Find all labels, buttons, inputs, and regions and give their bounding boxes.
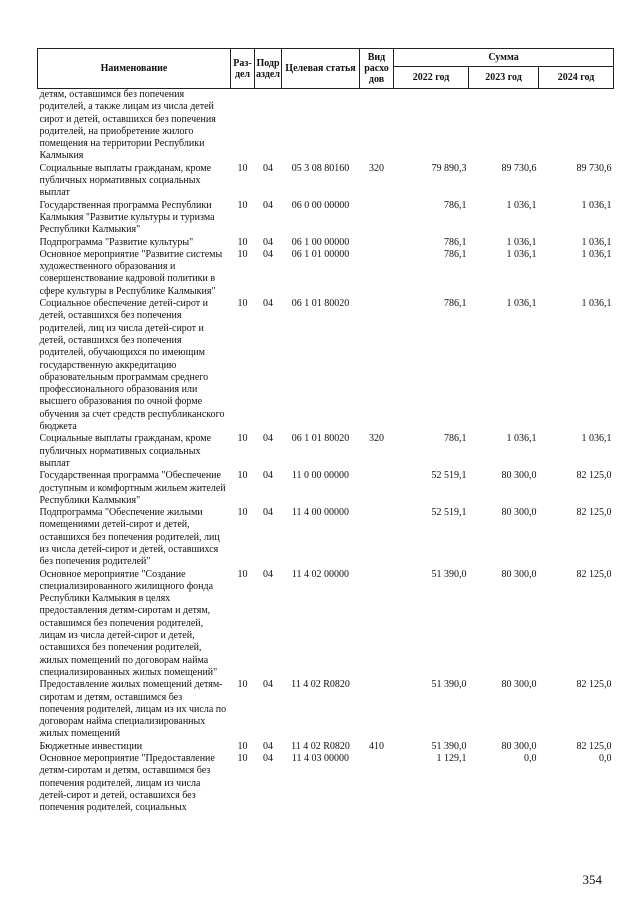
- cell-razdel: 10: [237, 507, 248, 519]
- cell-podrazdel: 04: [263, 433, 273, 445]
- cell-2024: [539, 89, 614, 163]
- cell-vid: [360, 249, 394, 298]
- table-row: [38, 433, 614, 470]
- cell-name: Социальные выплаты гражданам, кроме публичных нормативных социальных выплат: [39, 433, 212, 469]
- cell-vid: [360, 470, 394, 507]
- cell-2022: [394, 89, 469, 163]
- cell-2023: 1 036,1: [506, 248, 537, 260]
- cell-2022: 786,1: [444, 199, 467, 211]
- cell-2024: 1 036,1: [581, 248, 612, 260]
- cell-2024: 82 125,0: [576, 470, 612, 482]
- cell-name: Государственная программа "Обеспечение доступным и комфортным жильем жителей Республики Калмыкия": [39, 470, 226, 506]
- cell-2023: 80 300,0: [501, 679, 537, 691]
- cell-razdel: 10: [237, 248, 248, 260]
- table-row: [38, 163, 614, 200]
- cell-2023: 1 036,1: [506, 199, 537, 211]
- cell-target: 06 1 01 80020: [291, 298, 350, 310]
- cell-2023: 80 300,0: [501, 507, 537, 519]
- cell-2022: 51 390,0: [431, 568, 467, 580]
- cell-vid: [360, 679, 394, 740]
- cell-target: 11 4 03 00000: [291, 753, 350, 765]
- cell-name: Государственная программа Республики Калмыкия "Развитие культуры и туризма Республики Калмыкия": [39, 199, 215, 236]
- table-row: [38, 679, 614, 740]
- col-podrazdel-header: Подр аздел: [255, 49, 282, 89]
- table-row: [38, 200, 614, 237]
- table-row: [38, 753, 614, 814]
- table-row: [38, 298, 614, 433]
- cell-2024: 1 036,1: [581, 433, 612, 445]
- cell-2023: 80 300,0: [501, 470, 537, 482]
- cell-target: 06 1 00 00000: [291, 236, 350, 248]
- table-row: [38, 741, 614, 753]
- cell-razdel: 10: [237, 568, 248, 580]
- cell-vid: [360, 237, 394, 249]
- cell-target: 11 4 02 R0820: [291, 679, 350, 691]
- cell-name: детям, оставшимся без попечения родителей, а также лицам из числа детей сирот и детей, оставшихся без попечения родителей, на приобретение жилого помещения на территории Республики Калмыкия: [39, 89, 216, 162]
- cell-2022: 786,1: [444, 248, 467, 260]
- cell-2023: 1 036,1: [506, 298, 537, 310]
- cell-razdel: 10: [237, 753, 248, 765]
- cell-vid: 320: [369, 162, 384, 174]
- cell-2022: 786,1: [444, 298, 467, 310]
- cell-vid: 320: [369, 433, 384, 445]
- cell-2023: 0,0: [524, 753, 537, 765]
- cell-vid: [360, 569, 394, 680]
- cell-podrazdel: 04: [263, 248, 273, 260]
- cell-2024: 1 036,1: [581, 298, 612, 310]
- cell-2024: 0,0: [599, 753, 612, 765]
- col-2024-header: 2024 год: [539, 67, 614, 89]
- cell-2022: 79 890,3: [431, 162, 467, 174]
- cell-2023: 1 036,1: [506, 236, 537, 248]
- cell-razdel: 10: [237, 679, 248, 691]
- cell-target: 06 1 01 00000: [291, 248, 350, 260]
- cell-razdel: 10: [237, 298, 248, 310]
- cell-razdel: 10: [237, 199, 248, 211]
- table-header: [38, 49, 614, 89]
- cell-2023: 1 036,1: [506, 433, 537, 445]
- col-2022-header: 2022 год: [394, 67, 469, 89]
- cell-2023: 89 730,6: [501, 162, 537, 174]
- cell-podrazdel: 04: [263, 298, 273, 310]
- cell-razdel: [231, 89, 255, 163]
- cell-podrazdel: 04: [263, 162, 273, 174]
- cell-2022: 51 390,0: [431, 740, 467, 752]
- table-row: [38, 569, 614, 680]
- cell-vid: [360, 298, 394, 433]
- cell-target: 06 0 00 00000: [291, 199, 350, 211]
- cell-razdel: 10: [237, 236, 248, 248]
- cell-podrazdel: 04: [263, 199, 273, 211]
- cell-2024: 1 036,1: [581, 199, 612, 211]
- cell-target: [282, 89, 360, 163]
- cell-podrazdel: 04: [263, 507, 273, 519]
- table-row: [38, 507, 614, 568]
- cell-name: Основное мероприятие "Развитие системы художественного образования и совершенствование кадровой политики в сфере культуры в Республике Калмыкия": [39, 248, 223, 297]
- budget-table: [37, 48, 614, 815]
- col-name-header: Наименование: [38, 49, 231, 89]
- table-row: [38, 237, 614, 249]
- cell-2024: 89 730,6: [576, 162, 612, 174]
- cell-name: Основное мероприятие "Предоставление детям-сиротам и детям, оставшимся без попечения родителей, лицам из числа детей-сирот и детей, оставшихся без попечения родителей, социальных: [39, 753, 215, 814]
- cell-podrazdel: 04: [263, 568, 273, 580]
- cell-name: Предоставление жилых помещений детям-сиротам и детям, оставшимся без попечения родителей, лицам из их числа по договорам найма специализированных жилых помещений: [39, 679, 227, 740]
- cell-2022: 52 519,1: [431, 470, 467, 482]
- cell-2024: 82 125,0: [576, 740, 612, 752]
- cell-2022: 786,1: [444, 433, 467, 445]
- cell-name: Социальное обеспечение детей-сирот и детей, оставшихся без попечения родителей, лиц из числа детей-сирот и детей, оставшихся без попечения родителей, обучающихся по имеющим государственную аккредитацию образовательным программам среднего профессионального образования или высшего образования по очной форме обучения за счет средств республиканского бюджета: [39, 298, 225, 433]
- col-vid-header: Вид расхо дов: [360, 49, 394, 89]
- cell-podrazdel: 04: [263, 753, 273, 765]
- cell-podrazdel: 04: [263, 740, 273, 752]
- cell-name: Основное мероприятие "Создание специализированного жилищного фонда Республики Калмыкия в целях предоставления детям-сиротам и детям, оставшимся без попечения родителей, лицам из числа детей-сирот и детей, оставшихся без попечения родителей, жилых помещений по договорам найма специализированных жилых помещений": [39, 568, 218, 678]
- cell-2024: 82 125,0: [576, 679, 612, 691]
- cell-vid: [360, 200, 394, 237]
- cell-2024: 82 125,0: [576, 568, 612, 580]
- cell-2024: 1 036,1: [581, 236, 612, 248]
- cell-name: Социальные выплаты гражданам, кроме публичных нормативных социальных выплат: [39, 162, 212, 199]
- cell-2023: 80 300,0: [501, 568, 537, 580]
- cell-podrazdel: [255, 89, 282, 163]
- cell-target: 11 4 02 00000: [291, 568, 350, 580]
- cell-2024: 82 125,0: [576, 507, 612, 519]
- cell-2022: 51 390,0: [431, 679, 467, 691]
- cell-name: Подпрограмма "Обеспечение жилыми помещениями детей-сирот и детей, оставшихся без попечения родителей, лиц из числа детей-сирот и детей, оставшихся без попечения родителей": [39, 507, 220, 568]
- cell-name: Бюджетные инвестиции: [39, 740, 143, 752]
- cell-target: 06 1 01 80020: [291, 433, 350, 445]
- cell-name: Подпрограмма "Развитие культуры": [39, 236, 194, 248]
- table-body: [38, 89, 614, 815]
- cell-podrazdel: 04: [263, 236, 273, 248]
- table-row: [38, 249, 614, 298]
- cell-2023: [469, 89, 539, 163]
- col-2023-header: 2023 год: [469, 67, 539, 89]
- cell-razdel: 10: [237, 162, 248, 174]
- cell-razdel: 10: [237, 433, 248, 445]
- table-row: [38, 89, 614, 163]
- cell-razdel: 10: [237, 740, 248, 752]
- cell-2022: 786,1: [444, 236, 467, 248]
- table-row: [38, 470, 614, 507]
- cell-vid: 410: [369, 740, 384, 752]
- cell-2022: 1 129,1: [436, 753, 467, 765]
- cell-target: 11 0 00 00000: [291, 470, 350, 482]
- page-number: 354: [582, 872, 602, 887]
- cell-podrazdel: 04: [263, 470, 273, 482]
- col-razdel-header: Раз- дел: [231, 49, 255, 89]
- col-sum-header: Сумма: [394, 49, 614, 67]
- cell-target: 11 4 02 R0820: [291, 740, 350, 752]
- col-target-header: Целевая статья: [282, 49, 360, 89]
- cell-vid: [360, 89, 394, 163]
- cell-vid: [360, 507, 394, 568]
- cell-2023: 80 300,0: [501, 740, 537, 752]
- cell-2022: 52 519,1: [431, 507, 467, 519]
- cell-vid: [360, 753, 394, 814]
- cell-razdel: 10: [237, 470, 248, 482]
- cell-target: 11 4 00 00000: [291, 507, 350, 519]
- cell-target: 05 3 08 80160: [291, 162, 350, 174]
- cell-podrazdel: 04: [263, 679, 273, 691]
